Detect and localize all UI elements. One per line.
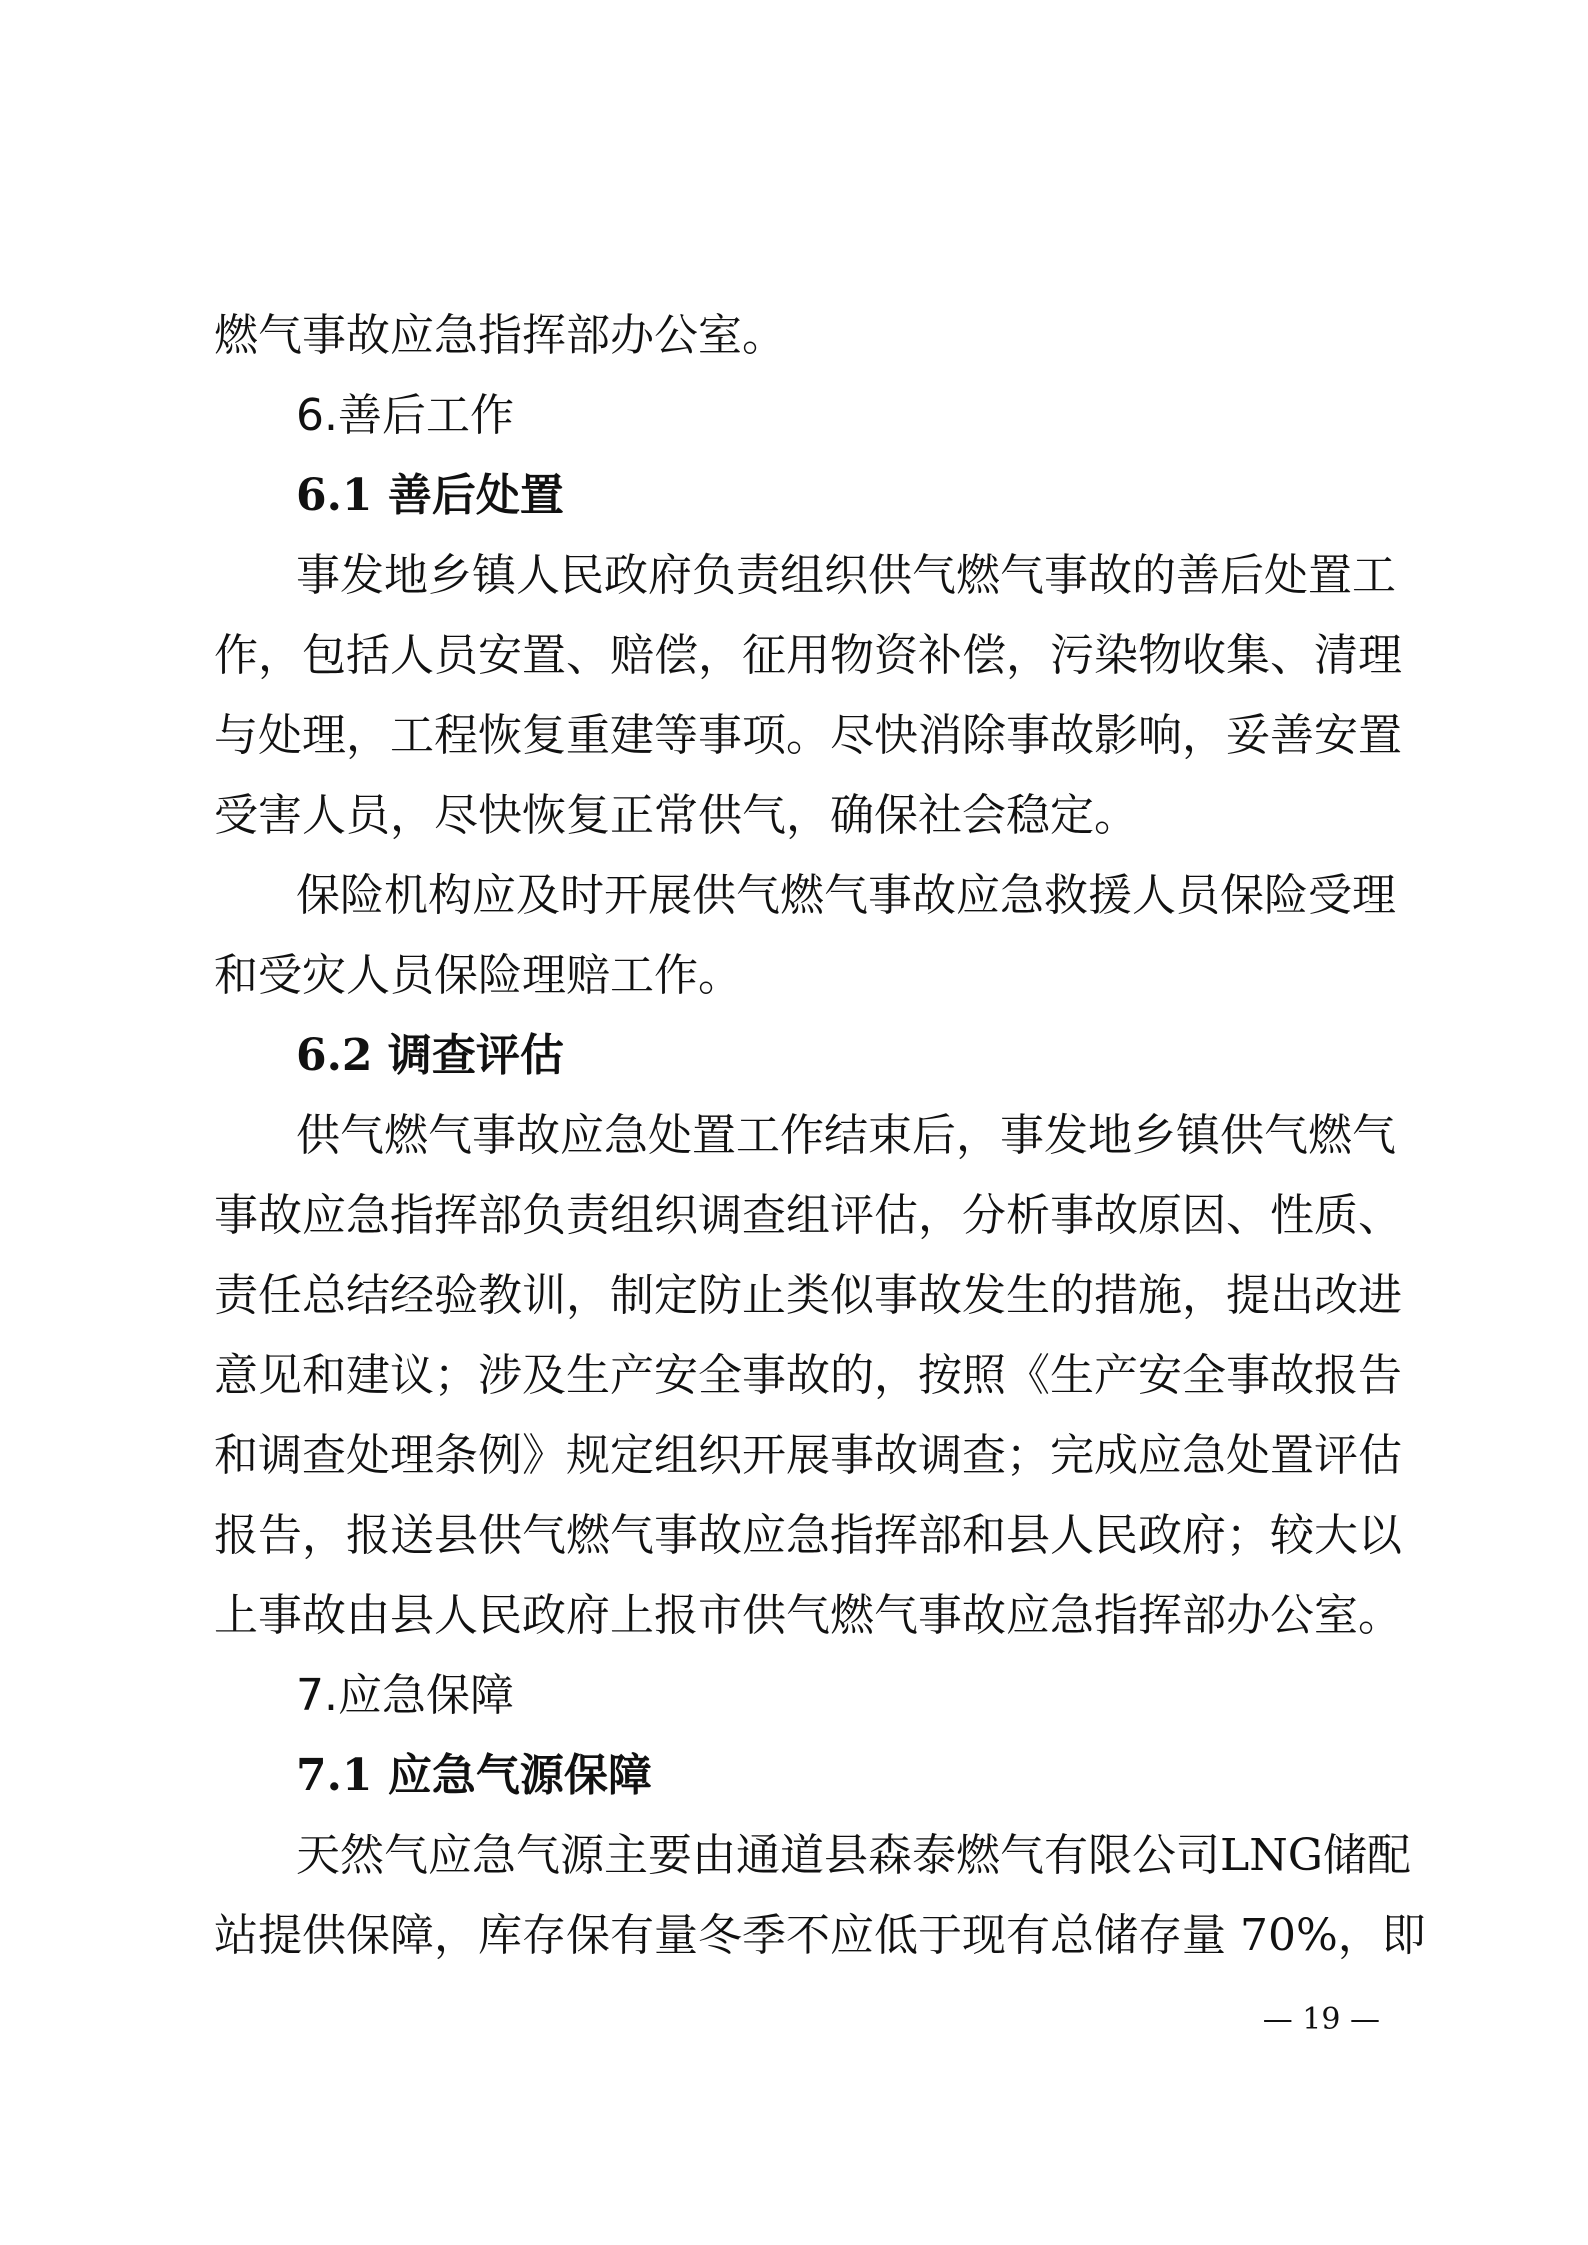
paragraph-line: 报告，报送县供气燃气事故应急指挥部和县人民政府；较大以 <box>214 1510 1402 1561</box>
subsection-heading-6-1: 6.1 善后处置 <box>296 470 564 521</box>
paragraph-line: 和调查处理条例》规定组织开展事故调查；完成应急处置评估 <box>214 1430 1402 1481</box>
subsection-heading-7-1: 7.1 应急气源保障 <box>296 1750 652 1801</box>
paragraph-line: 与处理，工程恢复重建等事项。尽快消除事故影响，妥善安置 <box>214 710 1402 761</box>
paragraph-line: 事发地乡镇人民政府负责组织供气燃气事故的善后处置工 <box>296 550 1396 601</box>
paragraph-line: 保险机构应及时开展供气燃气事故应急救援人员保险受理 <box>296 870 1396 921</box>
text-line-continuation: 燃气事故应急指挥部办公室。 <box>214 310 786 361</box>
subsection-heading-6-2: 6.2 调查评估 <box>296 1030 564 1081</box>
paragraph-line: 受害人员，尽快恢复正常供气，确保社会稳定。 <box>214 790 1138 841</box>
paragraph-line: 天然气应急气源主要由通道县森泰燃气有限公司LNG储配 <box>296 1830 1411 1881</box>
paragraph-line: 事故应急指挥部负责组织调查组评估，分析事故原因、性质、 <box>214 1190 1402 1241</box>
paragraph-line: 作，包括人员安置、赔偿，征用物资补偿，污染物收集、清理 <box>214 630 1402 681</box>
section-heading-7: 7.应急保障 <box>296 1670 514 1721</box>
paragraph-line: 上事故由县人民政府上报市供气燃气事故应急指挥部办公室。 <box>214 1590 1402 1641</box>
paragraph-line: 意见和建议；涉及生产安全事故的，按照《生产安全事故报告 <box>214 1350 1402 1401</box>
paragraph-line: 和受灾人员保险理赔工作。 <box>214 950 742 1001</box>
paragraph-line: 责任总结经验教训，制定防止类似事故发生的措施，提出改进 <box>214 1270 1402 1321</box>
paragraph-line: 供气燃气事故应急处置工作结束后，事发地乡镇供气燃气 <box>296 1110 1396 1161</box>
section-heading-6: 6.善后工作 <box>296 390 514 441</box>
paragraph-line: 站提供保障，库存保有量冬季不应低于现有总储存量 70%，即 <box>214 1910 1426 1961</box>
page-number: — 19 — <box>1262 2002 1380 2037</box>
